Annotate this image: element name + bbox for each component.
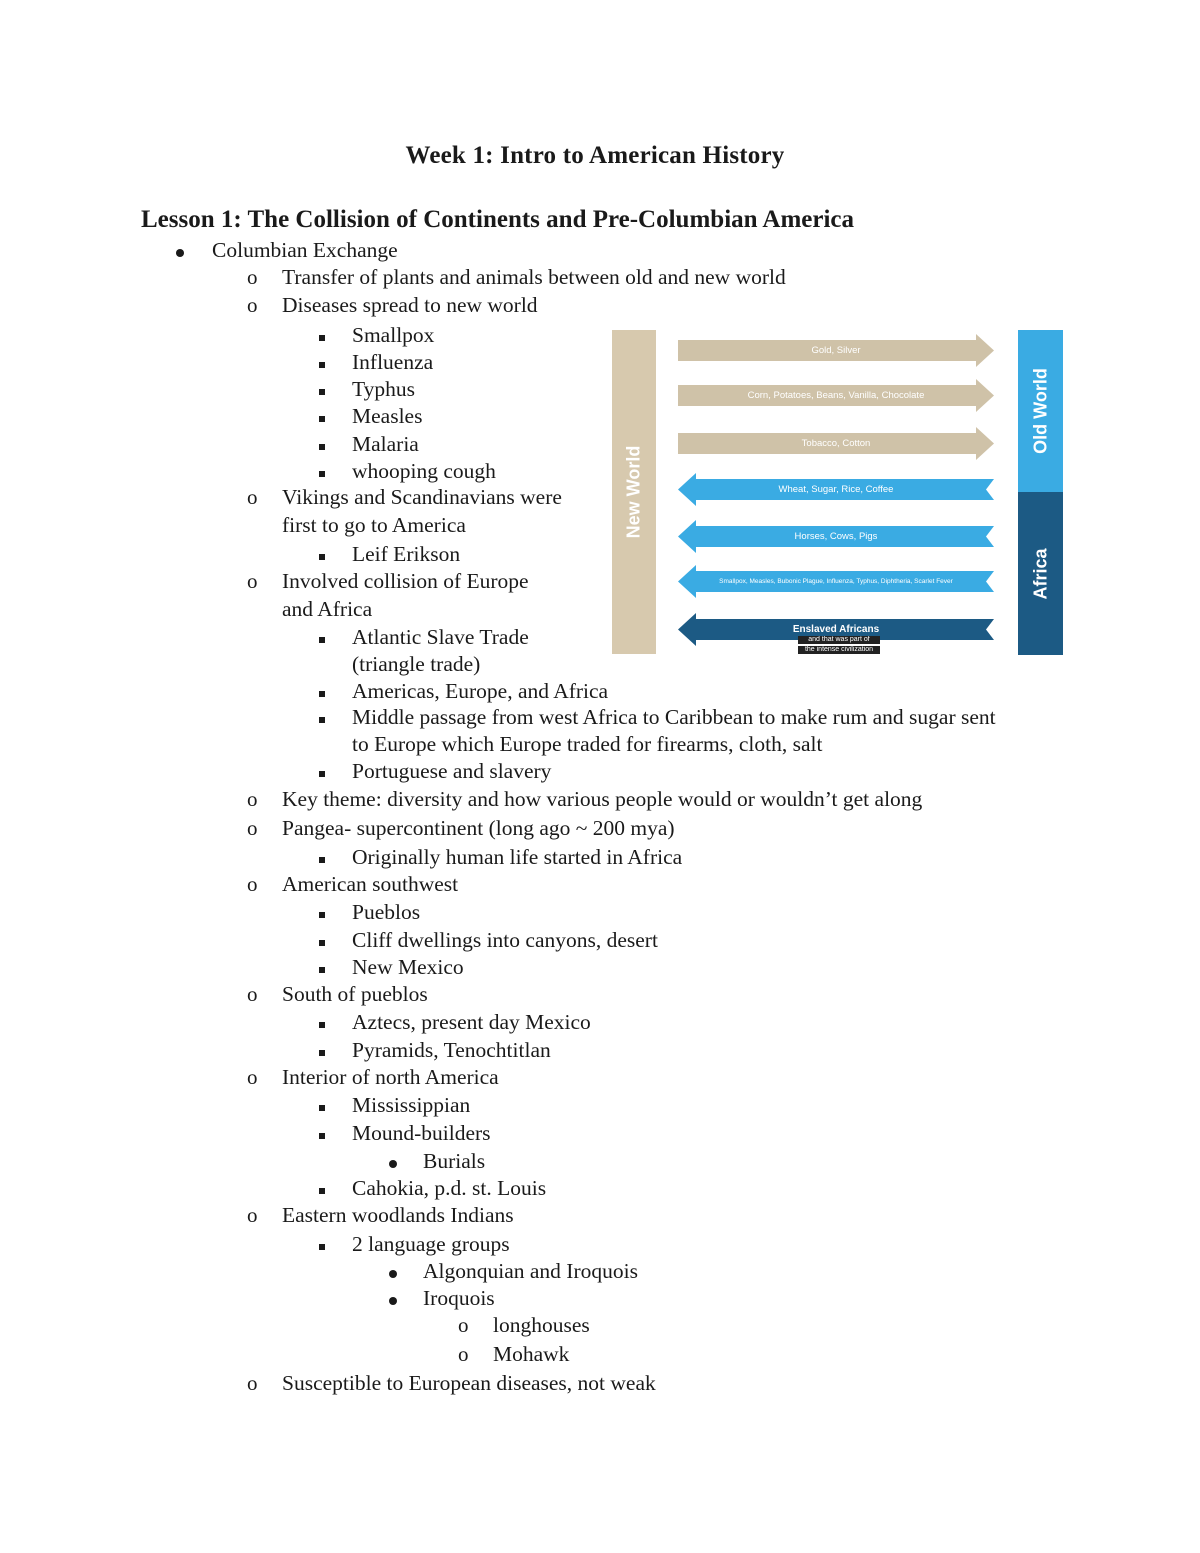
bullet-square-icon	[319, 550, 325, 560]
outline-item: Susceptible to European diseases, not weak	[282, 1371, 656, 1395]
outline-item: Eastern woodlands Indians	[282, 1203, 514, 1227]
bullet-square-icon	[319, 687, 325, 697]
outline-item: Iroquois	[423, 1286, 495, 1310]
outline-item: Smallpox	[352, 323, 435, 347]
outline-item: Mohawk	[493, 1342, 570, 1366]
old-world-bar	[1018, 330, 1063, 492]
page-title: Week 1: Intro to American History	[405, 142, 785, 169]
bullet-circle-icon: o	[247, 872, 258, 896]
bullet-dot-icon	[176, 246, 184, 257]
flow-label: Horses, Cows, Pigs	[794, 531, 878, 542]
outline-item: Pyramids, Tenochtitlan	[352, 1038, 551, 1062]
bullet-square-icon	[319, 331, 325, 341]
outline-item: Originally human life started in Africa	[352, 845, 683, 869]
bullet-circle-icon: o	[247, 787, 258, 811]
outline-item: Measles	[352, 404, 423, 428]
outline-item: Mound-builders	[352, 1121, 491, 1145]
bullet-dot-icon	[389, 1267, 397, 1278]
bullet-square-icon	[319, 908, 325, 918]
bullet-dot-icon	[389, 1294, 397, 1305]
flow-arrow	[678, 565, 994, 598]
bullet-square-icon	[319, 385, 325, 395]
outline-item: Americas, Europe, and Africa	[352, 679, 609, 703]
flow-label: Corn, Potatoes, Beans, Vanilla, Chocolate	[747, 390, 925, 401]
outline-item: Cahokia, p.d. st. Louis	[352, 1176, 547, 1200]
bullet-square-icon	[319, 633, 325, 643]
africa-label: Africa	[1030, 547, 1050, 600]
old-world-label: Old World	[1030, 368, 1050, 454]
outline-item: Atlantic Slave Trade	[352, 625, 529, 649]
bullet-square-icon	[319, 1240, 325, 1250]
bullet-square-icon	[319, 936, 325, 946]
outline-item: Pangea- supercontinent (long ago ~ 200 mya)	[282, 816, 675, 840]
bullet-square-icon	[319, 767, 325, 777]
bullet-square-icon	[319, 853, 325, 863]
outline-item: Interior of north America	[282, 1065, 499, 1089]
bullet-square-icon	[319, 963, 325, 973]
bullet-square-icon	[319, 358, 325, 368]
lesson-heading: Lesson 1: The Collision of Continents and Pre-Columbian America	[141, 206, 855, 233]
flow-label: Smallpox, Measles, Bubonic Plague, Influenza, Typhus, Diphtheria, Scarlet Fever	[719, 578, 953, 585]
bullet-dot-icon	[389, 1157, 397, 1168]
bullet-square-icon	[319, 467, 325, 477]
outline-item-continuation: and Africa	[282, 597, 373, 621]
outline-item: whooping cough	[352, 459, 496, 483]
bullet-circle-icon: o	[247, 1203, 258, 1227]
bullet-square-icon	[319, 713, 325, 723]
bullet-circle-icon: o	[247, 485, 258, 509]
outline-item: South of pueblos	[282, 982, 428, 1006]
flow-arrow	[678, 520, 994, 553]
bullet-square-icon	[319, 1101, 325, 1111]
bullet-circle-icon: o	[247, 1371, 258, 1395]
outline-item: New Mexico	[352, 955, 464, 979]
flow-label: Wheat, Sugar, Rice, Coffee	[778, 484, 894, 495]
outline-item: Algonquian and Iroquois	[423, 1259, 638, 1283]
bullet-square-icon	[319, 1184, 325, 1194]
diagram-caption-line: and that was part of	[798, 636, 880, 644]
flow-label: Enslaved Africans	[792, 624, 880, 635]
flow-label: Tobacco, Cotton	[801, 438, 871, 449]
africa-bar	[1018, 492, 1063, 655]
bullet-square-icon	[319, 1129, 325, 1139]
outline-item: Influenza	[352, 350, 434, 374]
outline-item: Leif Erikson	[352, 542, 461, 566]
new-world-bar	[612, 330, 656, 654]
outline-item: Middle passage from west Africa to Caribbean to make rum and sugar sent	[352, 705, 996, 729]
outline-item: American southwest	[282, 872, 459, 896]
bullet-circle-icon: o	[247, 265, 258, 289]
outline-item: Cliff dwellings into canyons, desert	[352, 928, 658, 952]
outline-item: Mississippian	[352, 1093, 471, 1117]
bullet-circle-icon: o	[247, 816, 258, 840]
outline-item: 2 language groups	[352, 1232, 510, 1256]
bullet-square-icon	[319, 440, 325, 450]
outline-item: Columbian Exchange	[212, 238, 398, 262]
flow-arrow	[678, 334, 994, 367]
flow-arrow	[678, 473, 994, 506]
bullet-circle-icon: o	[247, 293, 258, 317]
bullet-square-icon	[319, 1018, 325, 1028]
outline-item: Typhus	[352, 377, 415, 401]
flow-arrow	[678, 427, 994, 460]
flow-label: Gold, Silver	[811, 345, 861, 356]
outline-item-continuation: (triangle trade)	[352, 652, 481, 676]
bullet-circle-icon: o	[247, 569, 258, 593]
bullet-square-icon	[319, 412, 325, 422]
outline-item: Vikings and Scandinavians were	[282, 485, 562, 509]
flow-arrow	[678, 379, 994, 412]
outline-item-continuation: to Europe which Europe traded for firearms, cloth, salt	[352, 732, 823, 756]
outline-item: Malaria	[352, 432, 419, 456]
bullet-circle-icon: o	[247, 1065, 258, 1089]
outline-item: Diseases spread to new world	[282, 293, 538, 317]
bullet-circle-icon: o	[247, 982, 258, 1006]
bullet-square-icon	[319, 1046, 325, 1056]
outline-item: Pueblos	[352, 900, 421, 924]
outline-item: Aztecs, present day Mexico	[352, 1010, 591, 1034]
new-world-label: New World	[623, 445, 644, 539]
outline-item: Involved collision of Europe	[282, 569, 529, 593]
outline-item-continuation: first to go to America	[282, 513, 466, 537]
bullet-circle-icon: o	[458, 1342, 469, 1366]
outline-item: longhouses	[493, 1313, 590, 1337]
outline-item: Portuguese and slavery	[352, 759, 552, 783]
outline-item: Transfer of plants and animals between old and new world	[282, 265, 786, 289]
diagram-caption-line: the intense civilization	[798, 646, 880, 654]
outline-item: Burials	[423, 1149, 486, 1173]
bullet-circle-icon: o	[458, 1313, 469, 1337]
columbian-exchange-diagram	[606, 326, 1070, 661]
outline-item: Key theme: diversity and how various people would or wouldn’t get along	[282, 787, 923, 811]
